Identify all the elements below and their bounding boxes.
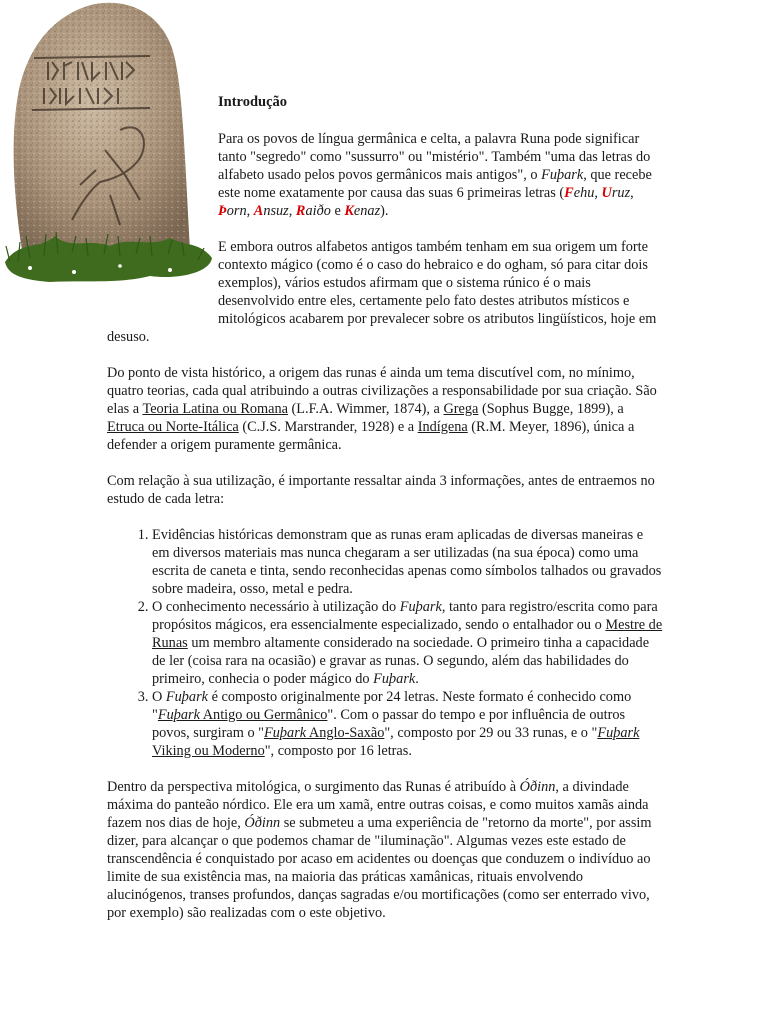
link-mestre-de-runas[interactable]: Mestre de Runas [152, 617, 663, 651]
link-futhark-viking[interactable]: Fuþark Viking ou Moderno [152, 725, 640, 759]
rune-letter-initial: R [295, 203, 306, 219]
rune-letter-initial: K [344, 203, 354, 219]
rune-letter-initial: A [253, 203, 264, 219]
section-heading: Introdução [218, 94, 288, 110]
list-item: 3. O Fuþark é composto originalmente por 24 letras. Neste formato é conhecido como "Fuþark Antigo ou Germânico". Com o passar do tempo e por influência de outros povos, surgiram o "Fuþark Anglo-Saxão", composto por 29 ou 33 runas, e o "Fuþark Viking ou Moderno", composto por 16 letras. [152, 688, 663, 760]
link-indigena[interactable]: Indígena [417, 419, 468, 435]
rune-letter-initial: Þ [218, 203, 227, 219]
link-teoria-latina[interactable]: Teoria Latina ou Romana [142, 401, 288, 417]
rune-letter-initial: U [601, 185, 612, 201]
list-item: 2. O conhecimento necessário à utilização do Fuþark, tanto para registro/escrita como para propósitos mágicos, era essencialmente especializado, sendo o entalhador ou o Mestre de Runas um membro altamente considerado na sociedade. O primeiro tinha a capacidade de ler (coisa rara na ocasião) e gravar as runas. O segundo, além das habilidades do primeiro, conhecia o poder mágico do Fuþark. [152, 598, 663, 688]
futhark-term: Fuþark [541, 167, 584, 183]
paragraph-history: Do ponto de vista histórico, a origem das runas é ainda um tema discutível com, no mínimo, quatro teorias, cada qual atribuindo a outras civilizações a responsabilidade por sua criação. São elas a Teoria Latina ou Romana (L.F.A. Wimmer, 1874), a Grega (Sophus Bugge, 1899), a Etruca ou Norte-Itálica (C.J.S. Marstrander, 1928) e a Indígena (R.M. Meyer, 1896), única a defender a origem puramente germânica. [107, 365, 657, 453]
image-float-spacer [107, 92, 218, 317]
odin-term: Óðinn [519, 779, 556, 795]
article-body [107, 92, 663, 940]
paragraph-mythology: Dentro da perspectiva mitológica, o surgimento das Runas é atribuído à Óðinn, a divindade máxima do panteão nórdico. Ele era um xamã, entre outras coisas, e como muitos xamãs ainda fazem nos dias de hoje, Óðinn se submeteu a uma experiência de "retorno da morte", por assim dizer, para alcançar o que podemos chamar de "iluminação". Algumas vezes este estado de transcendência é conquistado por acaso em acidentes ou doenças que conduzem o indivíduo ao limite de sua existência mas, na maioria das práticas xamânicas, rituais envolvendo alucinógenos, transes profundos, danças sagradas e/ou mortificações (como ser enterrado vivo, por exemplo) são realizadas com o este objetivo. [107, 779, 652, 921]
rune-letter-initial: F [564, 185, 574, 201]
link-etruca[interactable]: Etruca ou Norte-Itálica [107, 419, 239, 435]
usage-list [107, 526, 663, 760]
link-grega[interactable]: Grega [443, 401, 479, 417]
link-futhark-anglo-saxao[interactable]: Fuþark Anglo-Saxão [264, 725, 385, 741]
paragraph-usage: Com relação à sua utilização, é importante ressaltar ainda 3 informações, antes de entraemos no estudo de cada letra: [107, 473, 655, 507]
link-futhark-antigo[interactable]: Fuþark Antigo ou Germânico [157, 707, 328, 723]
paragraph-intro: Para os povos de língua germânica e celta, a palavra Runa pode significar tanto "segredo" como "sussurro" ou "mistério". Também "uma das letras do alfabeto usado pelos povos germânicos mais antigos", o Fuþark, que recebe este nome exatamente por causa das suas 6 primeiras letras (Fehu, Uruz, Þorn, Ansuz, Raiðo e Kenaz). [218, 131, 652, 219]
paragraph-magic-context: E embora outros alfabetos antigos também tenham em sua origem um forte contexto mágico (como é o caso do hebraico e do ogham, só para citar dois exemplos), vários estudos afirmam que o sistema rúnico é o mais desenvolvido entre eles, certamente pelo fato destes atributos místicos e mitológicos acabarem por prevalecer sobre os atributos lingüísticos, hoje em desuso. [107, 239, 657, 345]
list-item: 1. Evidências históricas demonstram que as runas eram aplicadas de diversas maneiras e em diversos materiais mas nunca chegaram a ser utilizadas (na sua época) como uma escrita de caneta e tinta, sendo reconhecidas apenas como símbolos talhados ou gravados sobre madeira, osso, metal e pedra. [152, 526, 663, 598]
odin-term: Óðinn [244, 815, 281, 831]
